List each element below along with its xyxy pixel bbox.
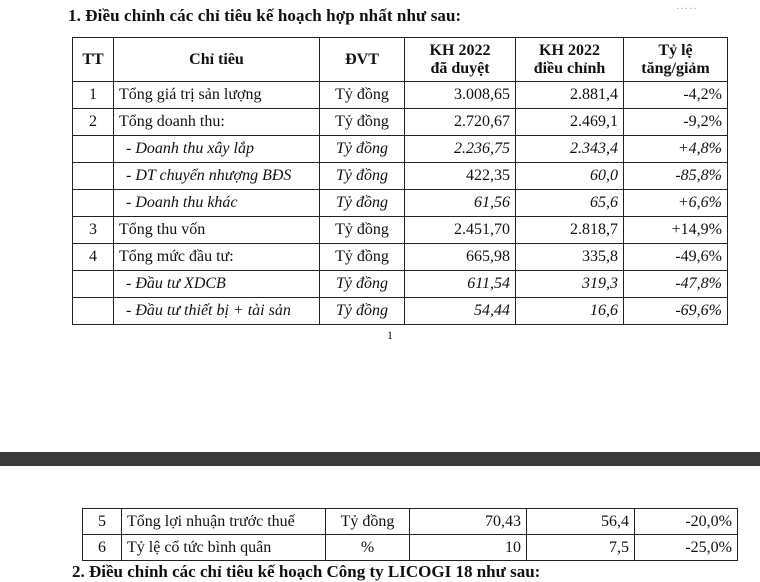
cell-approved: 2.720,67 xyxy=(405,109,516,136)
table-row xyxy=(73,271,728,298)
header-dvt: ĐVT xyxy=(320,38,405,82)
table-row xyxy=(83,535,738,561)
cell-name: Tổng thu vốn xyxy=(114,217,320,244)
table-row xyxy=(73,136,728,163)
cell-approved: 665,98 xyxy=(405,244,516,271)
cell-change: -25,0% xyxy=(635,535,738,561)
cell-change: +6,6% xyxy=(624,190,728,217)
cell-approved: 2.236,75 xyxy=(405,136,516,163)
cell-approved: 70,43 xyxy=(410,509,527,535)
table-row xyxy=(73,244,728,271)
header-change: Tỷ lệ tăng/giảm xyxy=(624,38,728,82)
cell-tt xyxy=(73,190,114,217)
cell-approved: 10 xyxy=(410,535,527,561)
header-chitieu: Chỉ tiêu xyxy=(114,38,320,82)
cell-tt: 1 xyxy=(73,82,114,109)
cell-adjusted: 2.469,1 xyxy=(516,109,624,136)
cell-change: -49,6% xyxy=(624,244,728,271)
table-row xyxy=(73,163,728,190)
cell-name: Tổng mức đầu tư: xyxy=(114,244,320,271)
cell-dvt: % xyxy=(326,535,410,561)
cell-dvt: Tỷ đồng xyxy=(320,82,405,109)
cell-adjusted: 2.818,7 xyxy=(516,217,624,244)
cell-adjusted: 319,3 xyxy=(516,271,624,298)
cell-tt: 2 xyxy=(73,109,114,136)
cell-adjusted: 2.881,4 xyxy=(516,82,624,109)
cell-adjusted: 7,5 xyxy=(527,535,635,561)
cell-change: -20,0% xyxy=(635,509,738,535)
cell-approved: 422,35 xyxy=(405,163,516,190)
cell-tt xyxy=(73,163,114,190)
cell-approved: 54,44 xyxy=(405,298,516,325)
cell-dvt: Tỷ đồng xyxy=(320,244,405,271)
cell-adjusted: 56,4 xyxy=(527,509,635,535)
cell-name: Tổng giá trị sản lượng xyxy=(114,82,320,109)
cell-name: - Đầu tư XDCB xyxy=(114,271,320,298)
cell-tt xyxy=(73,298,114,325)
cell-approved: 2.451,70 xyxy=(405,217,516,244)
cell-tt: 4 xyxy=(73,244,114,271)
header-kh-approved: KH 2022 đã duyệt xyxy=(405,38,516,82)
table-row xyxy=(73,109,728,136)
cell-adjusted: 16,6 xyxy=(516,298,624,325)
cell-change: -4,2% xyxy=(624,82,728,109)
section-heading: 1. Điều chỉnh các chỉ tiêu kế hoạch hợp nhất như sau: xyxy=(68,6,462,25)
cell-name: - Doanh thu khác xyxy=(114,190,320,217)
cell-change: -85,8% xyxy=(624,163,728,190)
cell-change: -47,8% xyxy=(624,271,728,298)
table-row xyxy=(73,217,728,244)
cell-approved: 611,54 xyxy=(405,271,516,298)
cell-adjusted: 65,6 xyxy=(516,190,624,217)
cell-adjusted: 60,0 xyxy=(516,163,624,190)
cell-name: Tổng doanh thu: xyxy=(114,109,320,136)
table-row xyxy=(73,190,728,217)
page-break-divider xyxy=(0,452,760,466)
cell-change: +4,8% xyxy=(624,136,728,163)
table-row xyxy=(83,509,738,535)
cell-tt: 6 xyxy=(83,535,122,561)
cell-change: -69,6% xyxy=(624,298,728,325)
cell-name: - Doanh thu xây lắp xyxy=(114,136,320,163)
next-section-heading: 2. Điều chỉnh các chỉ tiêu kế hoạch Công ty LICOGI 18 như sau: xyxy=(72,562,541,581)
corner-mark: ····· xyxy=(676,4,698,15)
cell-approved: 61,56 xyxy=(405,190,516,217)
cell-adjusted: 335,8 xyxy=(516,244,624,271)
cell-tt: 5 xyxy=(83,509,122,535)
header-tt: TT xyxy=(73,38,114,82)
cell-tt xyxy=(73,136,114,163)
table-row xyxy=(73,82,728,109)
cell-change: +14,9% xyxy=(624,217,728,244)
cell-dvt: Tỷ đồng xyxy=(326,509,410,535)
cell-dvt: Tỷ đồng xyxy=(320,217,405,244)
cell-dvt: Tỷ đồng xyxy=(320,298,405,325)
header-kh-adjusted: KH 2022 điều chỉnh xyxy=(516,38,624,82)
cell-adjusted: 2.343,4 xyxy=(516,136,624,163)
page-number: 1 xyxy=(387,328,393,342)
cell-name: Tổng lợi nhuận trước thuế xyxy=(122,509,326,535)
plan-table xyxy=(72,37,728,325)
cell-name: Tỷ lệ cổ tức bình quân xyxy=(122,535,326,561)
cell-dvt: Tỷ đồng xyxy=(320,136,405,163)
table-row xyxy=(73,298,728,325)
cell-name: - DT chuyển nhượng BĐS xyxy=(114,163,320,190)
cell-dvt: Tỷ đồng xyxy=(320,190,405,217)
plan-table-continued xyxy=(82,508,738,561)
cell-dvt: Tỷ đồng xyxy=(320,109,405,136)
cell-dvt: Tỷ đồng xyxy=(320,271,405,298)
cell-approved: 3.008,65 xyxy=(405,82,516,109)
cell-change: -9,2% xyxy=(624,109,728,136)
cell-tt xyxy=(73,271,114,298)
table-header-row xyxy=(73,38,728,82)
cell-tt: 3 xyxy=(73,217,114,244)
cell-name: - Đầu tư thiết bị + tài sản xyxy=(114,298,320,325)
cell-dvt: Tỷ đồng xyxy=(320,163,405,190)
